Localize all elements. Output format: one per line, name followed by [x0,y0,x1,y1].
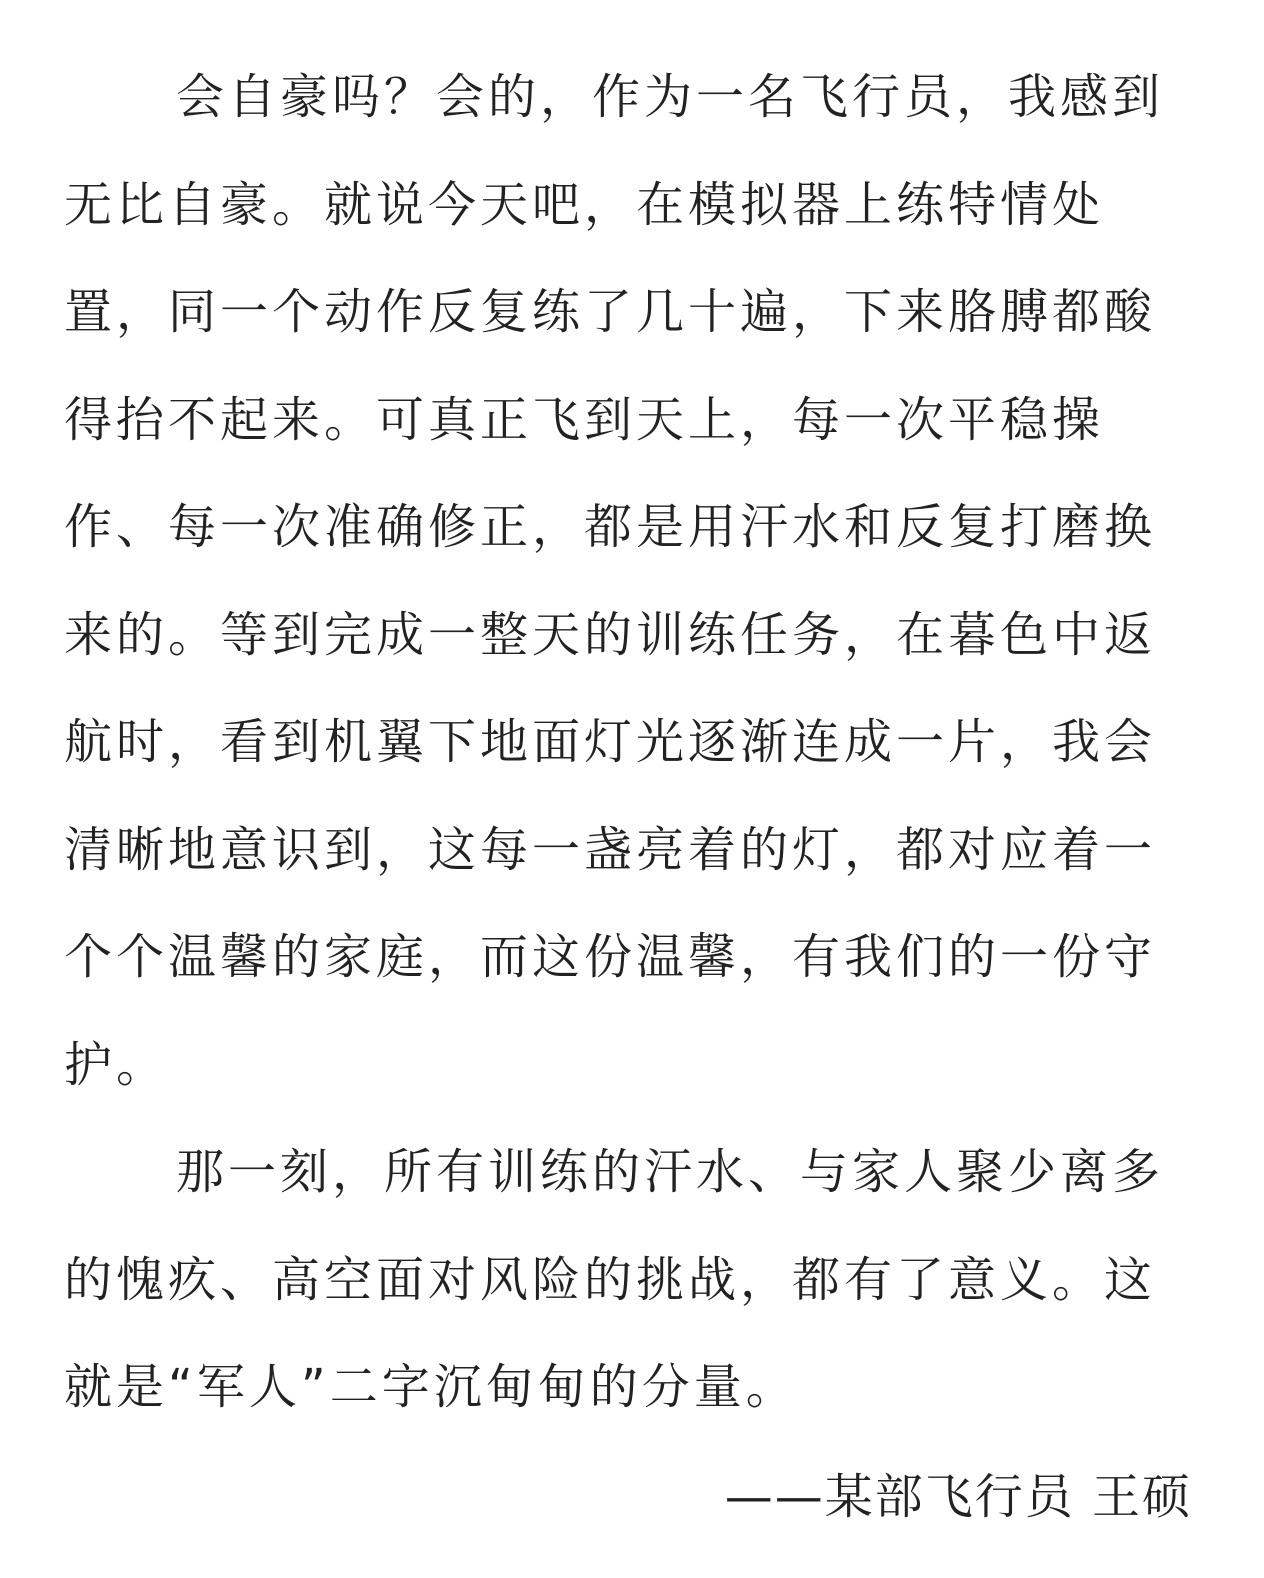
text-line: 那一刻，所有训练的汗水、与家人聚少离多 [176,1144,1165,1200]
paragraph-1 [64,44,1194,1119]
text-line: 个个温馨的家庭，而这份温馨，有我们的一份守 [64,929,1157,985]
article-body [64,44,1194,1442]
text-line: 无比自豪。就说今天吧，在模拟器上练特情处 [64,176,1105,233]
text-line: 作、每一次准确修正，都是用汗水和反复打磨换 [64,499,1157,555]
text-line: 得抬不起来。可真正飞到天上，每一次平稳操 [64,391,1105,448]
paragraph-2 [64,1119,1194,1442]
text-line: 清晰地意识到，这每一盏亮着的灯，都对应着一 [64,821,1157,878]
text-line: 来的。等到完成一整天的训练任务，在暮色中返 [64,606,1157,663]
text-line: 会自豪吗？会的，作为一名飞行员，我感到 [176,69,1165,125]
text-line: 护。 [64,1036,169,1093]
text-line: 置，同一个动作反复练了几十遍，下来胳膊都酸 [64,284,1157,340]
text-line: 就是“军人”二字沉甸甸的分量。 [64,1359,798,1415]
text-line: 的愧疚、高空面对风险的挑战，都有了意义。这 [64,1251,1157,1308]
text-line: 航时，看到机翼下地面灯光逐渐连成一片，我会 [64,714,1157,770]
author-signature: ——某部飞行员 王硕 [724,1469,1192,1525]
